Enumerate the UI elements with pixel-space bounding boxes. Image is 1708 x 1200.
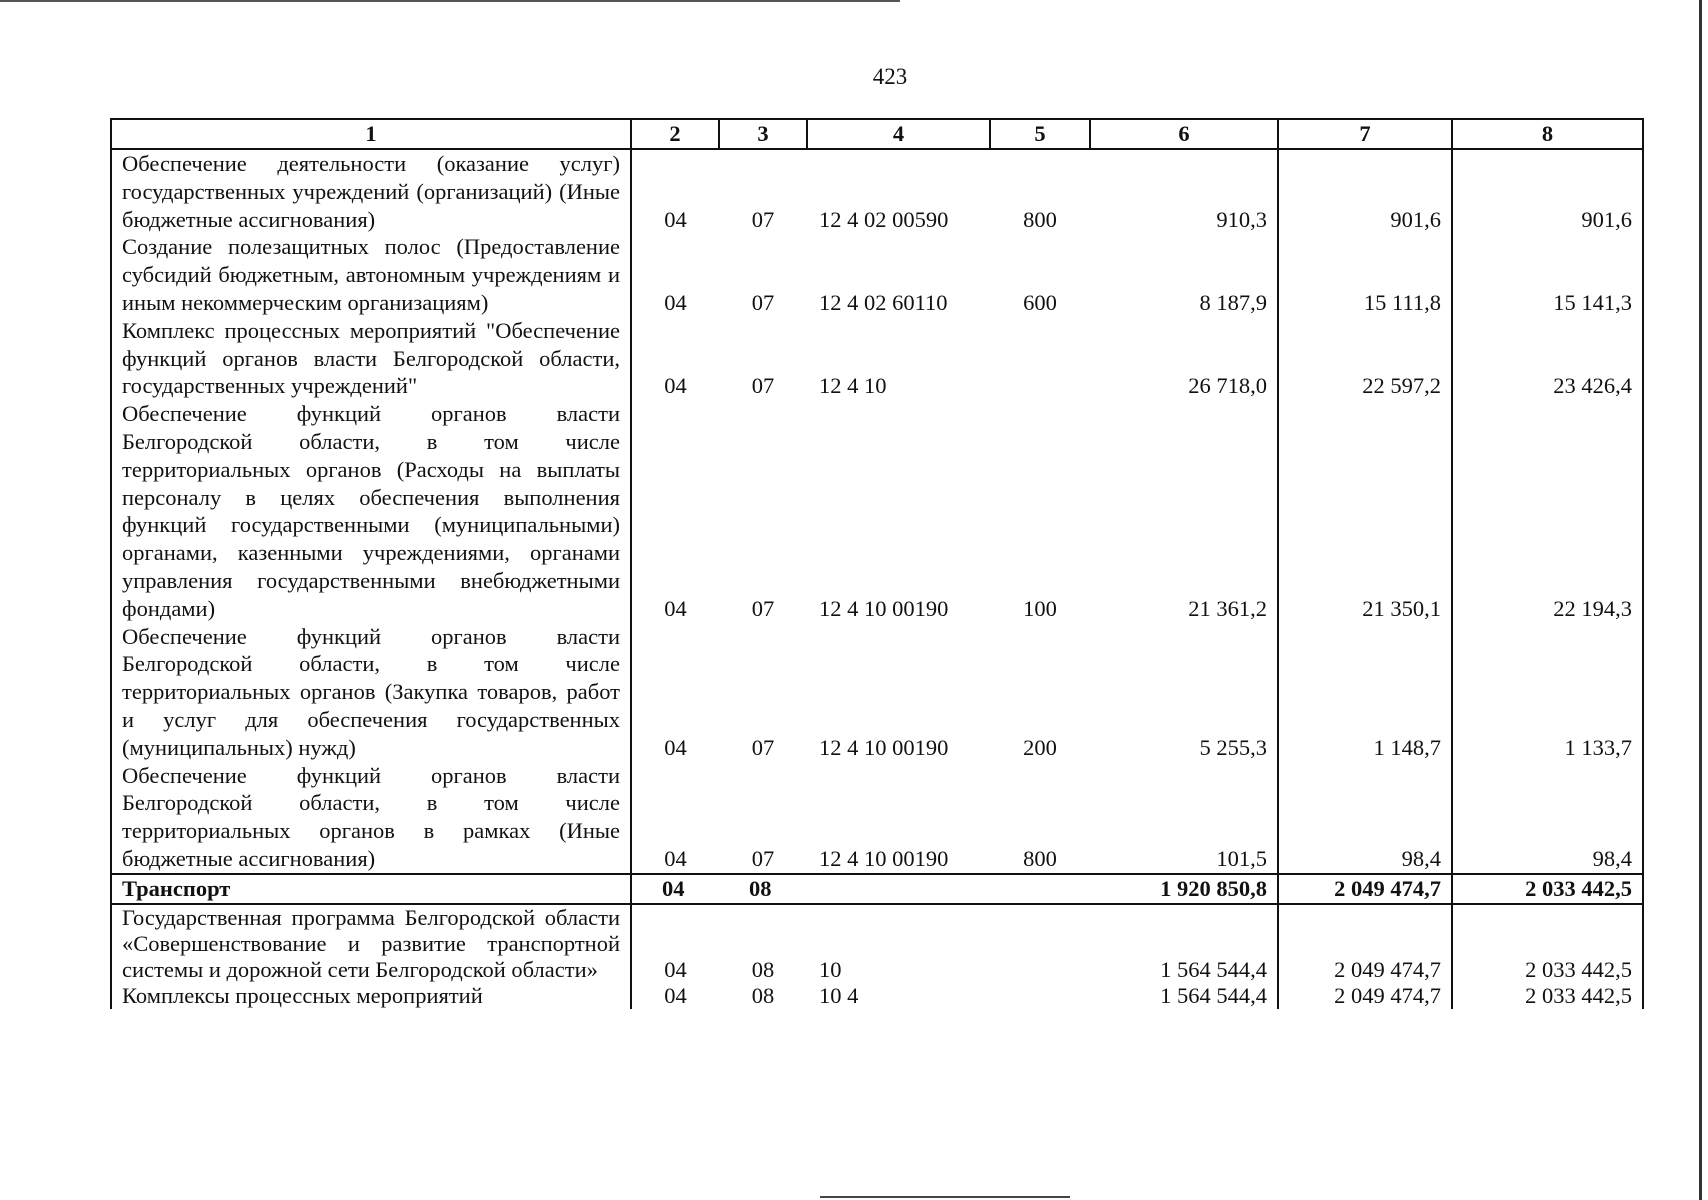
header-col-7: 7 [1278, 119, 1452, 149]
row-target-code: 10 [819, 956, 842, 982]
row-amount-6: 21 361,2 [1188, 595, 1267, 621]
row-amount-8: 901,6 [1452, 149, 1643, 233]
row-section: 04 [664, 734, 687, 760]
row-amount-8: 1 133,7 [1452, 623, 1643, 762]
section-code: 04 [631, 874, 719, 904]
row-section: 04 [664, 373, 687, 399]
section-amount-7: 2 049 474,7 [1278, 874, 1452, 904]
row-amount-7: 15 111,8 [1278, 233, 1452, 316]
row-section: 04 [664, 206, 687, 232]
table-row [111, 233, 1643, 316]
row-expense-type [990, 983, 1090, 1009]
row-amount-6: 5 255,3 [1199, 734, 1267, 760]
row-name: Обеспечение функций органов власти Белгородской области, в том числе территориальных органов (Расходы на выплаты персоналу в целях обеспечения выполнения функций государственными (муниципальными) органами, казенными учреждениями, органами управления государственными внебюджетными фондами) [111, 400, 631, 622]
header-col-1: 1 [111, 119, 631, 149]
row-amount-6: 101,5 [1216, 845, 1267, 871]
row-subsection: 07 [751, 845, 775, 871]
section-name: Транспорт [111, 874, 631, 904]
row-expense-type [990, 317, 1090, 400]
row-name: Комплексы процессных мероприятий [111, 983, 631, 1009]
row-expense-type: 800 [1023, 206, 1057, 232]
scan-edge-right [1699, 0, 1702, 1200]
budget-table [110, 118, 1644, 1009]
row-subsection: 07 [751, 206, 775, 232]
table-row [111, 149, 1643, 233]
row-amount-7: 98,4 [1278, 762, 1452, 874]
scan-edge-bottom [820, 1196, 1070, 1198]
header-col-3: 3 [719, 119, 807, 149]
row-amount-8: 2 033 442,5 [1452, 904, 1643, 983]
section-row-transport [111, 874, 1643, 904]
header-col-2: 2 [631, 119, 719, 149]
row-expense-type: 800 [1023, 845, 1057, 871]
row-name: Государственная программа Белгородской области «Совершенствование и развитие транспортной системы и дорожной сети Белгородской области» [111, 904, 631, 983]
section-amount-8: 2 033 442,5 [1452, 874, 1643, 904]
row-name: Обеспечение деятельности (оказание услуг) государственных учреждений (организаций) (Иные бюджетные ассигнования) [111, 149, 631, 233]
row-name: Создание полезащитных полос (Предоставление субсидий бюджетным, автономным учреждениям и иным некоммерческим организациям) [111, 233, 631, 316]
row-amount-8: 98,4 [1452, 762, 1643, 874]
row-expense-type [990, 904, 1090, 983]
section-amount-6: 1 920 850,8 [1090, 874, 1278, 904]
row-amount-6: 8 187,9 [1199, 289, 1267, 315]
section-target-code [807, 874, 990, 904]
row-subsection: 08 [751, 956, 775, 982]
header-col-6: 6 [1090, 119, 1278, 149]
row-name: Обеспечение функций органов власти Белгородской области, в том числе территориальных органов (Закупка товаров, работ и услуг для обеспечения государственных (муниципальных) нужд) [111, 623, 631, 762]
table-row [111, 762, 1643, 874]
row-subsection: 07 [751, 289, 775, 315]
row-amount-6: 1 564 544,4 [1160, 982, 1267, 1008]
page-number: 423 [872, 64, 908, 89]
row-expense-type: 600 [1023, 289, 1057, 315]
section-expense-type [990, 874, 1090, 904]
row-name: Комплекс процессных мероприятий "Обеспечение функций органов власти Белгородской области, государственных учреждений" [111, 317, 631, 400]
row-section: 04 [664, 289, 687, 315]
header-col-5: 5 [990, 119, 1090, 149]
table-row [111, 317, 1643, 400]
subsection-code: 08 [719, 874, 807, 904]
header-col-4: 4 [807, 119, 990, 149]
table-row [111, 400, 1643, 622]
row-amount-7: 22 597,2 [1278, 317, 1452, 400]
row-amount-7: 21 350,1 [1278, 400, 1452, 622]
row-expense-type: 200 [1023, 734, 1057, 760]
row-subsection: 07 [751, 734, 775, 760]
row-amount-6: 26 718,0 [1188, 373, 1267, 399]
row-amount-7: 901,6 [1278, 149, 1452, 233]
row-amount-6: 910,3 [1216, 206, 1267, 232]
row-target-code: 12 4 10 00190 [819, 734, 949, 760]
row-target-code: 10 4 [819, 982, 859, 1008]
table-row [111, 904, 1643, 983]
row-subsection: 08 [751, 982, 775, 1008]
row-amount-7: 1 148,7 [1278, 623, 1452, 762]
row-target-code: 12 4 02 60110 [819, 289, 948, 315]
row-amount-8: 2 033 442,5 [1452, 983, 1643, 1009]
row-section: 04 [664, 956, 687, 982]
row-section: 04 [664, 982, 687, 1008]
row-subsection: 07 [751, 373, 775, 399]
row-target-code: 12 4 10 00190 [819, 845, 949, 871]
row-target-code: 12 4 10 [819, 373, 887, 399]
row-amount-7: 2 049 474,7 [1278, 904, 1452, 983]
row-name: Обеспечение функций органов власти Белгородской области, в том числе территориальных органов в рамках (Иные бюджетные ассигнования) [111, 762, 631, 874]
row-target-code: 12 4 10 00190 [819, 595, 949, 621]
table-row [111, 623, 1643, 762]
row-expense-type: 100 [1023, 595, 1057, 621]
row-section: 04 [664, 595, 687, 621]
scan-edge-top [0, 0, 900, 2]
header-col-8: 8 [1452, 119, 1643, 149]
row-section: 04 [664, 845, 687, 871]
header-row [111, 119, 1643, 149]
row-amount-7: 2 049 474,7 [1278, 983, 1452, 1009]
table-row [111, 983, 1643, 1009]
row-amount-6: 1 564 544,4 [1160, 956, 1267, 982]
row-amount-8: 15 141,3 [1452, 233, 1643, 316]
row-target-code: 12 4 02 00590 [819, 206, 949, 232]
row-amount-8: 22 194,3 [1452, 400, 1643, 622]
row-subsection: 07 [751, 595, 775, 621]
row-amount-8: 23 426,4 [1452, 317, 1643, 400]
